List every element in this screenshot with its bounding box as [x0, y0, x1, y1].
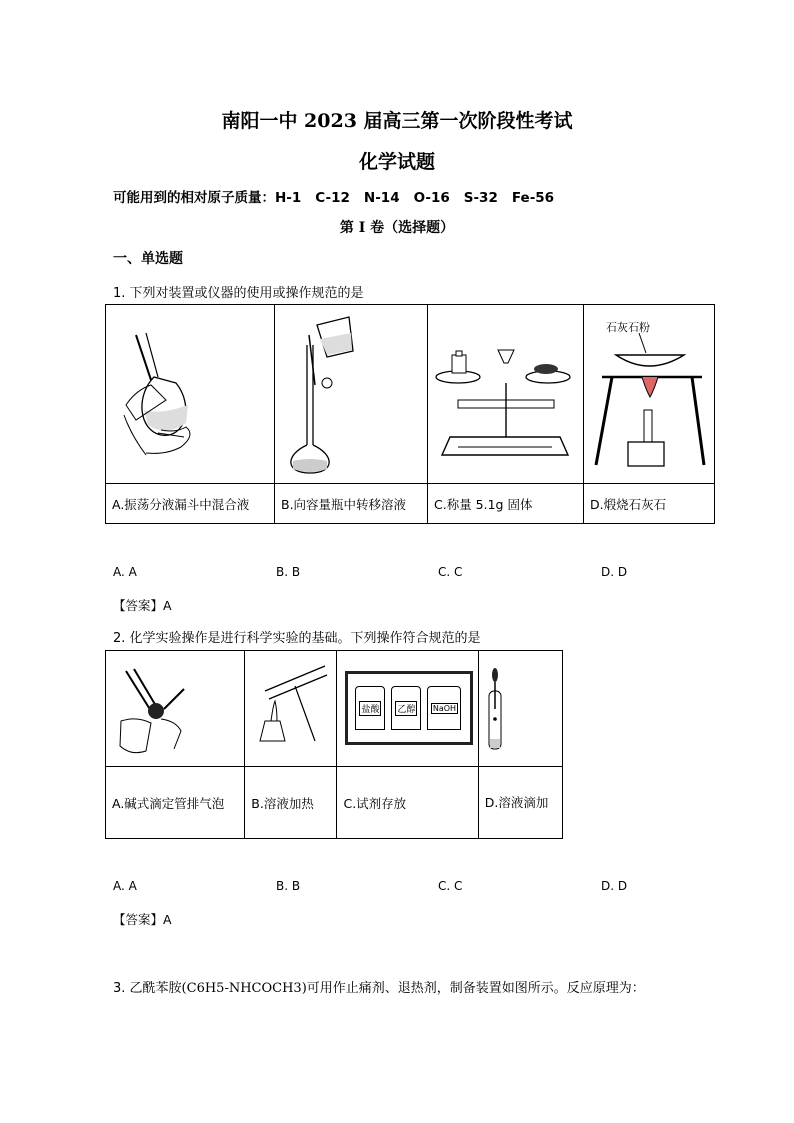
atomic-masses-label: 可能用到的相对原子质量：	[113, 190, 275, 206]
q2-option-d: D. D	[601, 879, 628, 893]
caption-c: C.称量 5.1g 固体	[428, 484, 584, 524]
atomic-masses	[113, 186, 568, 206]
atomic-mass: O-16	[413, 190, 450, 206]
figure-d-cell	[584, 305, 715, 484]
answer-tag: 【答案】	[113, 912, 164, 927]
figure-b-cell	[275, 305, 428, 484]
atomic-mass: Fe-56	[511, 190, 555, 206]
atomic-mass: N-14	[363, 190, 400, 206]
caption2-c: C.试剂存放	[337, 767, 478, 839]
caption2-d: D.溶液滴加	[478, 767, 562, 839]
caption-a: A.振荡分液漏斗中混合液	[106, 484, 275, 524]
question-1-stem: 1. 下列对装置或仪器的使用或操作规范的是	[113, 286, 364, 301]
figure-c-cell	[428, 305, 584, 484]
q1-answer	[113, 596, 172, 614]
q3-stem-after: 可用作止痛剂、退热剂，制备装置如图所示。反应原理为：	[306, 981, 645, 996]
caption-b: B.向容量瓶中转移溶液	[275, 484, 428, 524]
q3-stem-before: 3. 乙酰苯胺	[113, 981, 182, 996]
question-3-stem	[113, 977, 645, 996]
exam-subtitle: 化学试题	[358, 151, 435, 173]
burette-figure	[106, 651, 244, 766]
exam-title: 南阳一中 2023 届高三第一次阶段性考试	[221, 110, 573, 132]
q2-option-a: A. A	[113, 879, 137, 893]
section-title: 一、单选题	[113, 251, 183, 267]
q2-answer	[113, 910, 172, 928]
atomic-mass: C-12	[315, 190, 350, 206]
q1-option-a: A. A	[113, 565, 137, 579]
answer-value: A	[163, 912, 172, 927]
balance-figure	[428, 305, 583, 483]
figure-a-cell	[106, 305, 275, 484]
q2-option-b: B. B	[276, 879, 301, 893]
q2-option-c: C. C	[438, 879, 463, 893]
limestone-label: 石灰石粉	[606, 321, 650, 334]
heating-figure	[245, 651, 336, 766]
figure2-a-cell	[106, 651, 245, 767]
atomic-mass: S-32	[463, 190, 498, 206]
separatory-funnel-figure	[106, 305, 274, 483]
question-2-stem: 2. 化学实验操作是进行科学实验的基础。下列操作符合规范的是	[113, 631, 481, 646]
question-1-table	[105, 304, 715, 524]
caption2-a: A.碱式滴定管排气泡	[106, 767, 245, 839]
bottle-ethanol: 乙醇	[391, 686, 421, 730]
figure2-b-cell	[245, 651, 337, 767]
volume-title: 第 I 卷（选择题）	[339, 220, 455, 236]
caption-d: D.煅烧石灰石	[584, 484, 715, 524]
q1-option-d: D. D	[601, 565, 628, 579]
dropper-figure	[479, 651, 562, 766]
figure2-c-cell	[337, 651, 478, 767]
figure2-d-cell	[478, 651, 562, 767]
atomic-mass: H-1	[275, 190, 302, 206]
answer-tag: 【答案】	[113, 598, 164, 613]
caption2-b: B.溶液加热	[245, 767, 337, 839]
q3-formula: (C6H5-NHCOCH3)	[181, 981, 307, 996]
q1-option-b: B. B	[276, 565, 301, 579]
bottle-hcl: 盐酸	[355, 686, 385, 730]
bottle-naoh: NaOH	[427, 686, 461, 730]
question-2-table	[105, 650, 563, 839]
volumetric-flask-figure	[275, 305, 427, 483]
q1-option-c: C. C	[438, 565, 463, 579]
answer-value: A	[163, 598, 172, 613]
